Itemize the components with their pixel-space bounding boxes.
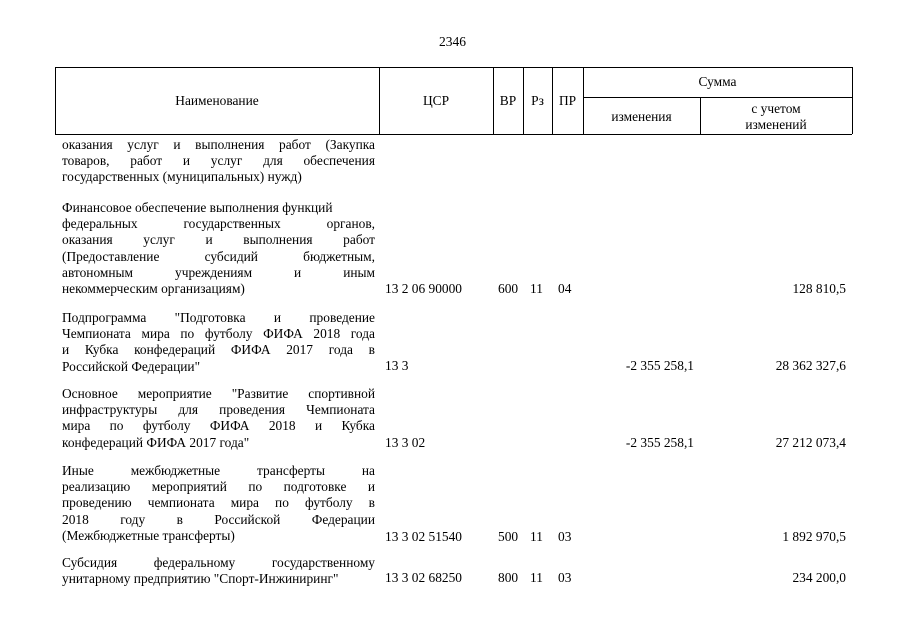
header-bottom-rule — [55, 134, 852, 135]
row-total: 27 212 073,4 — [775, 435, 846, 450]
header-sum: Сумма — [698, 74, 737, 89]
table-row-name — [62, 200, 375, 297]
row-rz: 11 — [530, 529, 543, 544]
row-total: 234 200,0 — [792, 570, 846, 585]
row-csr: 13 3 02 68250 — [385, 570, 462, 585]
page-number: 2346 — [439, 34, 466, 49]
header-with-change-line2: изменений — [745, 117, 807, 132]
row-name-line: оказания услуг и выполнения работ (Закупка — [62, 137, 375, 152]
row-pr: 03 — [558, 529, 572, 544]
row-csr: 13 3 — [385, 358, 409, 373]
row-rz: 11 — [530, 281, 543, 296]
header-with-change-line1: с учетом — [751, 101, 801, 116]
row-name-line: автономным учреждениям и иным — [62, 264, 375, 280]
row-name-line: проведению чемпионата мира по футболу в — [62, 495, 375, 511]
header-name: Наименование — [175, 93, 259, 108]
row-vr: 800 — [498, 570, 519, 585]
row-csr: 13 3 02 — [385, 435, 426, 450]
row-name-line: 2018 году в Российской Федерации — [62, 511, 375, 527]
row-vr: 600 — [498, 281, 519, 296]
row-change: -2 355 258,1 — [625, 435, 694, 450]
row-name-line: оказания услуг и выполнения работ — [62, 232, 375, 248]
row-csr: 13 2 06 90000 — [385, 281, 462, 296]
table-row-name — [62, 310, 375, 375]
sum-divider-rule — [583, 97, 852, 98]
row-name-line: федеральных государственных органов, — [62, 216, 375, 232]
row-name-line: Субсидия федеральному государственному — [62, 555, 375, 570]
row-name-line: Подпрограмма "Подготовка и проведение — [62, 310, 375, 325]
header-change: изменения — [611, 109, 672, 124]
row-name-line: Иные межбюджетные трансферты на — [62, 463, 375, 478]
row-name-line: некоммерческим организациям) — [62, 280, 245, 296]
row-name-line: (Межбюджетные трансферты) — [62, 527, 235, 543]
row-change: -2 355 258,1 — [625, 358, 694, 373]
row-name-line: Российской Федерации" — [62, 358, 201, 374]
row-name-line: товаров, работ и услуг для обеспечения — [62, 153, 375, 169]
table-row-name — [62, 463, 375, 544]
row-name-line: Финансовое обеспечение выполнения функций — [62, 200, 333, 215]
header-rz: Рз — [531, 93, 544, 108]
header-pr: ПР — [558, 93, 577, 108]
row-name-line: мира по футболу ФИФА 2018 и Кубка — [62, 418, 375, 434]
table-row-name — [62, 555, 375, 587]
row-total: 28 362 327,6 — [775, 358, 846, 373]
row-rz: 11 — [530, 570, 543, 585]
row-csr: 13 3 02 51540 — [385, 529, 462, 544]
row-vr: 500 — [498, 529, 519, 544]
row-pr: 03 — [558, 570, 572, 585]
row-name-line: конфедераций ФИФА 2017 года" — [62, 434, 250, 450]
row-name-line: Основное мероприятие "Развитие спортивной — [62, 386, 375, 401]
row-name-line: инфраструктуры для проведения Чемпионата — [62, 402, 375, 418]
header-csr: ЦСР — [422, 93, 450, 108]
table-row-name — [62, 137, 375, 186]
header-top-rule — [55, 67, 852, 68]
row-total: 1 892 970,5 — [782, 529, 846, 544]
row-name-line: (Предоставление субсидий бюджетным, — [62, 248, 375, 264]
row-name-line: и Кубка конфедераций ФИФА 2017 года в — [62, 342, 375, 358]
header-col-border — [852, 67, 853, 134]
row-name-line: реализацию мероприятий по подготовке и — [62, 479, 375, 495]
row-name-line: государственных (муниципальных) нужд) — [62, 169, 302, 185]
table-row-name — [62, 386, 375, 451]
row-pr: 04 — [558, 281, 572, 296]
header-vr: ВР — [499, 93, 517, 108]
row-total: 128 810,5 — [792, 281, 846, 296]
row-name-line: унитарному предприятию "Спорт-Инжиниринг" — [62, 571, 339, 587]
row-name-line: Чемпионата мира по футболу ФИФА 2018 года — [62, 326, 375, 342]
